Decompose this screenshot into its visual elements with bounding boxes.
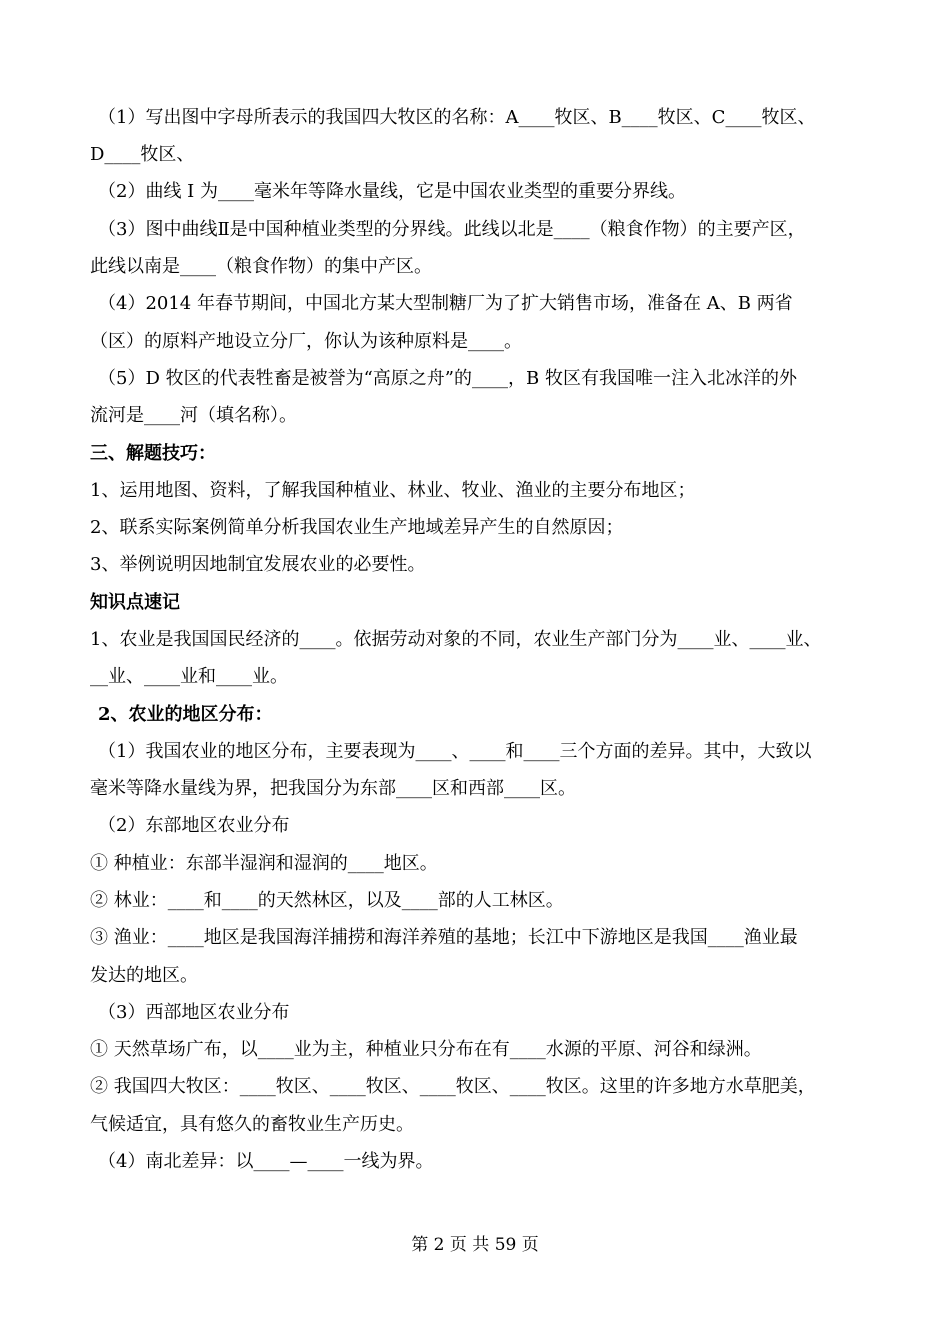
- question-4-line-1: （4）2014 年春节期间，中国北方某大型制糖厂为了扩大销售市场，准备在 A、B 两省: [98, 293, 793, 314]
- west-pastoral-line-1: ② 我国四大牧区：____牧区、____牧区、____牧区、____牧区。这里的许多地方水草肥美，: [90, 1076, 816, 1097]
- tip-2: 2、联系实际案例简单分析我国农业生产地域差异产生的自然原因；: [90, 517, 624, 538]
- west-pastoral-line-2: 气候适宜，具有悠久的畜牧业生产历史。: [90, 1114, 414, 1135]
- section-heading-knowledge: 知识点速记: [90, 592, 180, 613]
- question-1-line-1: （1）写出图中字母所表示的我国四大牧区的名称：A____牧区、B____牧区、C____牧区、: [98, 107, 816, 128]
- west-grassland: ① 天然草场广布，以____业为主，种植业只分布在有____水源的平原、河谷和绿洲。: [90, 1039, 762, 1060]
- knowledge-2-3-heading: （3）西部地区农业分布: [98, 1002, 290, 1023]
- page-footer: 第 2 页 共 59 页: [411, 1235, 539, 1255]
- east-planting: ① 种植业：东部半湿润和湿润的____地区。: [90, 853, 438, 874]
- question-1-line-2: D____牧区、: [90, 144, 195, 165]
- tip-3: 3、举例说明因地制宜发展农业的必要性。: [90, 554, 426, 575]
- question-5-line-1: （5）D 牧区的代表牲畜是被誉为“高原之舟”的____，B 牧区有我国唯一注入北冰洋的外: [98, 368, 797, 389]
- east-forestry: ② 林业：____和____的天然林区，以及____部的人工林区。: [90, 890, 564, 911]
- knowledge-1-line-1: 1、农业是我国国民经济的____。依据劳动对象的不同，农业生产部门分为____业、____业、: [90, 629, 822, 650]
- question-2: （2）曲线 I 为____毫米年等降水量线，它是中国农业类型的重要分界线。: [98, 181, 687, 202]
- east-fishery-line-2: 发达的地区。: [90, 965, 198, 986]
- tip-1: 1、运用地图、资料，了解我国种植业、林业、牧业、渔业的主要分布地区；: [90, 480, 696, 501]
- knowledge-2-heading: 2、农业的地区分布：: [98, 704, 273, 725]
- section-heading-tips: 三、解题技巧：: [90, 443, 216, 464]
- question-3-line-1: （3）图中曲线Ⅱ是中国种植业类型的分界线。此线以北是____（粮食作物）的主要产区，: [98, 219, 806, 240]
- knowledge-2-1-line-2: 毫米等降水量线为界，把我国分为东部____区和西部____区。: [90, 778, 576, 799]
- question-3-line-2: 此线以南是____（粮食作物）的集中产区。: [90, 256, 432, 277]
- question-4-line-2: （区）的原料产地设立分厂，你认为该种原料是____。: [90, 331, 522, 352]
- question-5-line-2: 流河是____河（填名称）。: [90, 405, 297, 426]
- knowledge-2-4: （4）南北差异：以____—____一线为界。: [98, 1151, 434, 1172]
- east-fishery-line-1: ③ 渔业：____地区是我国海洋捕捞和海洋养殖的基地；长江中下游地区是我国____渔业最: [90, 927, 798, 948]
- knowledge-2-1-line-1: （1）我国农业的地区分布，主要表现为____、____和____三个方面的差异。其中，大致以: [98, 741, 812, 762]
- knowledge-1-line-2: __业、____业和____业。: [90, 666, 288, 687]
- knowledge-2-2-heading: （2）东部地区农业分布: [98, 815, 290, 836]
